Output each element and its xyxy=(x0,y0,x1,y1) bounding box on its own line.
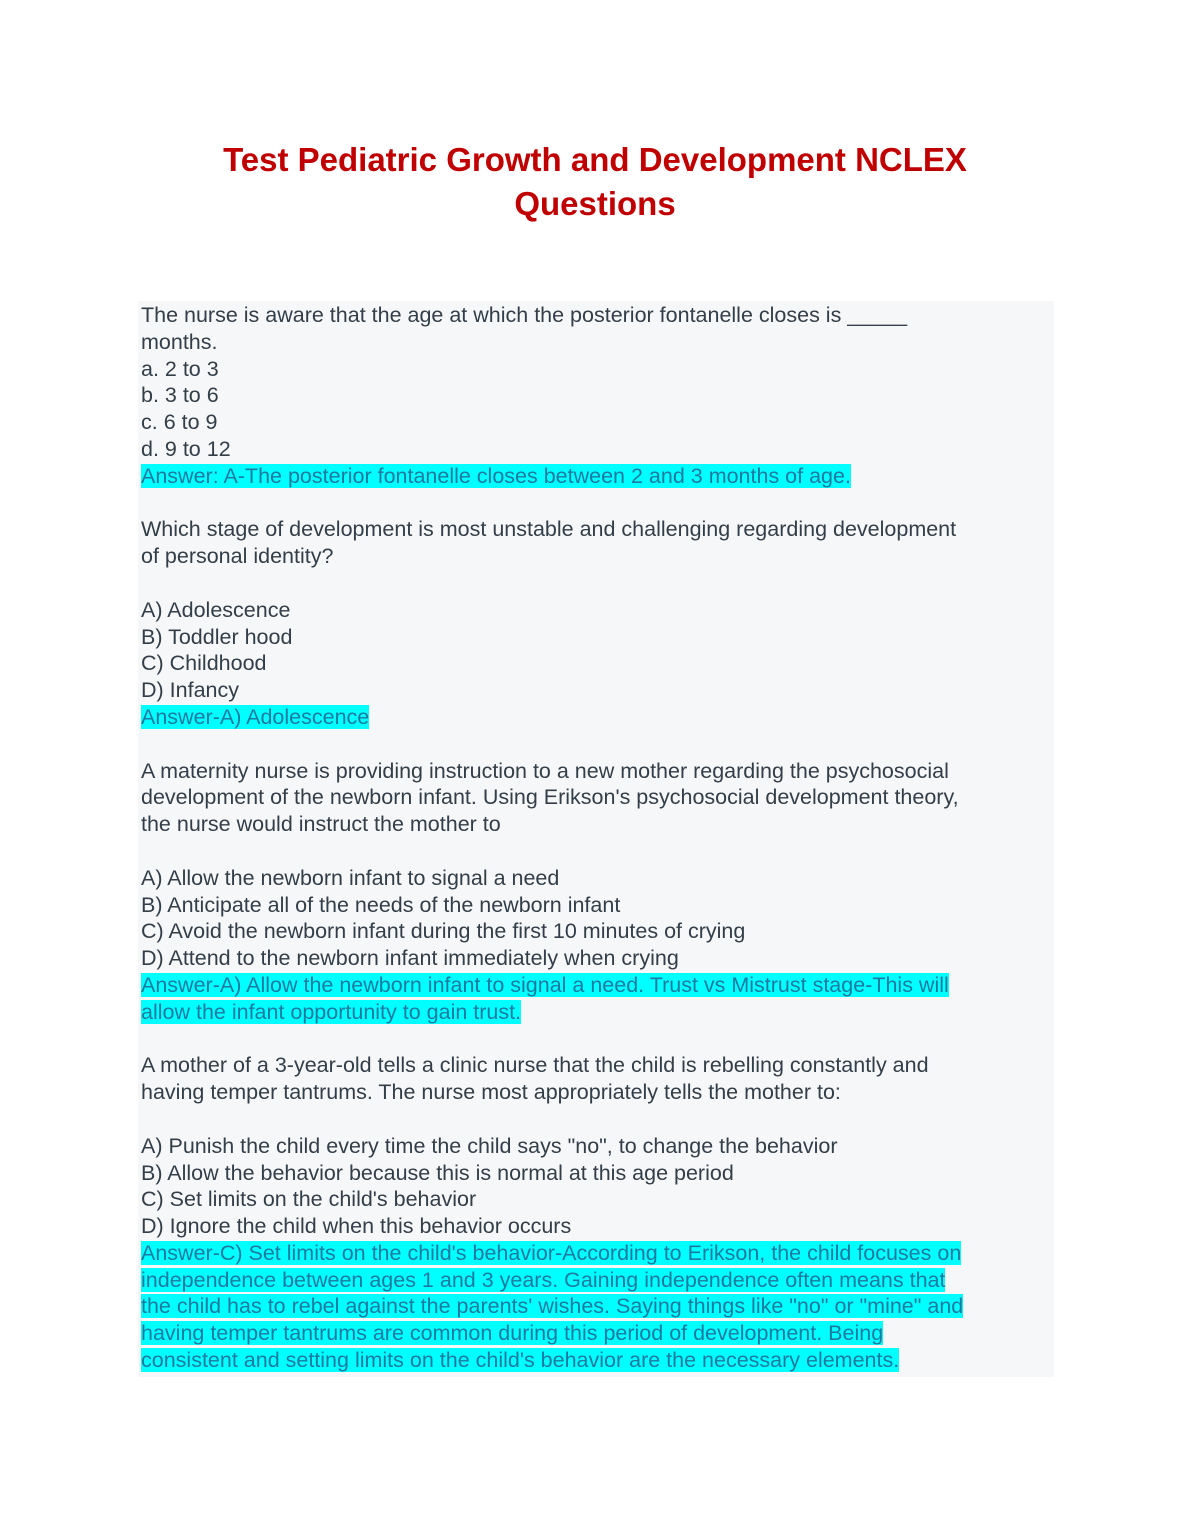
question-block xyxy=(141,1052,1054,1374)
answer-option: B) Anticipate all of the needs of the newborn infant xyxy=(141,892,621,917)
answer-option: D) Infancy xyxy=(141,678,239,703)
answer-option: B) Toddler hood xyxy=(141,624,293,649)
spacer xyxy=(141,570,1054,597)
question-block xyxy=(141,758,1054,1026)
answer-explanation-line xyxy=(141,704,1054,731)
answer-option: A) Allow the newborn infant to signal a need xyxy=(141,865,560,890)
question-block xyxy=(141,516,1054,730)
answer-explanation-line xyxy=(141,1347,1054,1374)
highlighted-answer-text: Answer-A) Adolescence xyxy=(141,704,370,729)
title-line: Test Pediatric Growth and Development NCLEX xyxy=(223,141,967,178)
answer-option: D) Attend to the newborn infant immediately when crying xyxy=(141,946,679,971)
question-stem-line: A mother of a 3-year-old tells a clinic nurse that the child is rebelling constantly and xyxy=(141,1053,929,1078)
title-line: Questions xyxy=(514,185,676,222)
highlighted-answer-text: Answer-C) Set limits on the child's behavior-According to Erikson, the child focuses on xyxy=(141,1240,962,1265)
answer-option: C) Avoid the newborn infant during the first 10 minutes of crying xyxy=(141,919,746,944)
answer-explanation-line xyxy=(141,1293,1054,1320)
question-stem-line: months. xyxy=(141,329,218,354)
question-block xyxy=(141,302,1054,490)
answer-option: c. 6 to 9 xyxy=(141,410,218,435)
answer-option: A) Adolescence xyxy=(141,597,291,622)
highlighted-answer-text: allow the infant opportunity to gain trust. xyxy=(141,999,522,1024)
question-stem-line: The nurse is aware that the age at which the posterior fontanelle closes is _____ xyxy=(141,303,908,327)
spacer xyxy=(141,1106,1054,1133)
highlighted-answer-text: Answer-A) Allow the newborn infant to signal a need. Trust vs Mistrust stage-This will xyxy=(141,972,949,997)
answer-option: B) Allow the behavior because this is normal at this age period xyxy=(141,1160,734,1185)
question-stem-line: A maternity nurse is providing instruction to a new mother regarding the psychosocial xyxy=(141,758,949,783)
spacer xyxy=(141,1026,1054,1053)
answer-explanation-line xyxy=(141,999,1054,1026)
answer-explanation-line xyxy=(141,1320,1054,1347)
question-stem-line: development of the newborn infant. Using Erikson's psychosocial development theory, xyxy=(141,785,959,810)
highlighted-answer-text: consistent and setting limits on the child's behavior are the necessary elements. xyxy=(141,1348,900,1373)
highlighted-answer-text: Answer: A-The posterior fontanelle closes between 2 and 3 months of age. xyxy=(141,463,851,488)
highlighted-answer-text: having temper tantrums are common during this period of development. Being xyxy=(141,1321,884,1346)
answer-option: C) Set limits on the child's behavior xyxy=(141,1187,477,1212)
page-title xyxy=(0,138,1190,226)
question-stem-line: of personal identity? xyxy=(141,544,334,569)
spacer xyxy=(141,490,1054,517)
answer-option: D) Ignore the child when this behavior occurs xyxy=(141,1214,572,1239)
highlighted-answer-text: independence between ages 1 and 3 years. Gaining independence often means that xyxy=(141,1267,946,1292)
answer-option: a. 2 to 3 xyxy=(141,356,219,381)
answer-option: C) Childhood xyxy=(141,651,267,676)
question-stem-line: Which stage of development is most unstable and challenging regarding development xyxy=(141,517,957,542)
spacer xyxy=(141,731,1054,758)
spacer xyxy=(141,838,1054,865)
answer-option: A) Punish the child every time the child says "no", to change the behavior xyxy=(141,1133,838,1158)
answer-option: b. 3 to 6 xyxy=(141,383,219,408)
answer-explanation-line xyxy=(141,1267,1054,1294)
question-stem-line: having temper tantrums. The nurse most appropriately tells the mother to: xyxy=(141,1080,841,1105)
answer-option: d. 9 to 12 xyxy=(141,436,231,461)
answer-explanation-line xyxy=(141,463,1054,490)
answer-explanation-line xyxy=(141,972,1054,999)
answer-explanation-line xyxy=(141,1240,1054,1267)
questions-panel xyxy=(138,301,1054,1377)
question-stem-line: the nurse would instruct the mother to xyxy=(141,812,501,837)
highlighted-answer-text: the child has to rebel against the parents' wishes. Saying things like "no" or "mine" and xyxy=(141,1294,964,1319)
